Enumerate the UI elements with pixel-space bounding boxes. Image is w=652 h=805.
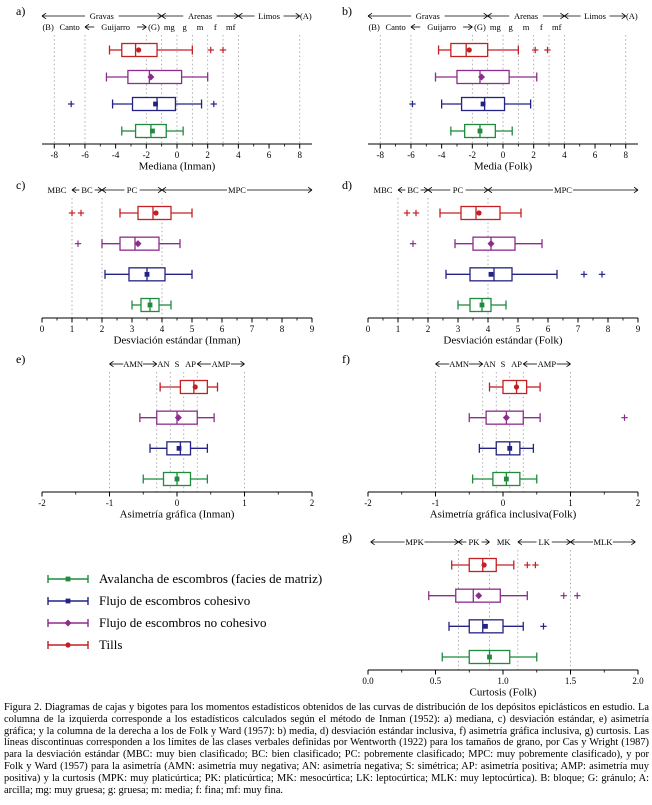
x-axis-title: Mediana (Inman) — [138, 160, 216, 173]
class-span — [571, 537, 636, 547]
panel-b-media-folk — [334, 2, 646, 174]
boxplot-row-flujo-no-cohesivo — [75, 237, 180, 250]
class-span — [411, 22, 472, 32]
tick-label: 7 — [575, 324, 581, 334]
boxplot-row-flujo-cohesivo — [150, 442, 207, 455]
x-axis-title: Desviación estándar (Folk) — [443, 334, 563, 347]
mean-marker-square — [66, 599, 71, 604]
x-axis-title: Desviación estándar (Inman) — [113, 334, 241, 347]
class-span — [385, 22, 405, 32]
boxplot-row-flujo-cohesivo — [449, 620, 547, 633]
mean-marker-circle — [153, 210, 158, 215]
legend-marker-icon — [46, 616, 90, 630]
boxplot-row-flujo-cohesivo — [68, 98, 217, 111]
tick-label: -8 — [376, 150, 385, 160]
mean-marker-square — [145, 272, 150, 277]
mean-marker-square — [481, 102, 486, 107]
class-span-label: MBC — [47, 185, 67, 195]
class-span-label: MBC — [373, 185, 393, 195]
legend-item — [46, 636, 322, 654]
tick-label: 8 — [623, 150, 628, 160]
class-span — [85, 22, 146, 32]
tick-label: 4 — [485, 324, 491, 334]
mean-marker-square — [66, 577, 71, 582]
mean-marker-square — [480, 303, 485, 308]
boxplot-row-tills — [452, 559, 539, 572]
class-span-label: Arenas — [513, 11, 539, 21]
class-label: f — [539, 22, 543, 32]
tick-label: 0 — [365, 324, 371, 334]
tick-label: 0 — [174, 498, 180, 508]
panel-letter: f) — [342, 352, 350, 366]
panel-c-desviacion-inman — [8, 176, 320, 348]
class-span-label: (A) — [299, 11, 312, 21]
legend-marker-icon — [46, 594, 90, 608]
class-span-label: (G) — [474, 22, 486, 32]
legend-marker-icon — [46, 572, 90, 586]
boxplot-row-avalancha — [122, 125, 183, 138]
boxplot-row-avalancha — [442, 651, 537, 664]
class-label: g — [508, 22, 513, 32]
class-span-label: BC — [407, 185, 419, 195]
panel-letter: g) — [342, 530, 352, 544]
tick-label: 2 — [635, 498, 641, 508]
tick-label: 1.0 — [497, 676, 509, 686]
tick-label: 6 — [592, 150, 598, 160]
panel-g-curtosis-folk — [334, 528, 646, 700]
mean-marker-square — [177, 446, 182, 451]
tick-label: -6 — [407, 150, 415, 160]
legend — [46, 570, 322, 654]
boxplot-row-flujo-no-cohesivo — [410, 237, 542, 250]
class-span-label: BC — [81, 185, 93, 195]
legend-item — [46, 614, 322, 632]
class-span — [474, 22, 486, 32]
tick-label: -2 — [142, 150, 151, 160]
tick-label: 8 — [297, 150, 302, 160]
tick-label: 5 — [515, 324, 521, 334]
class-span — [371, 537, 459, 547]
class-span — [368, 11, 488, 21]
mean-marker-square — [153, 102, 158, 107]
class-span — [162, 11, 239, 21]
tick-label: 4 — [562, 150, 567, 160]
x-axis-title: Asimetría gráfica inclusiva(Folk) — [429, 508, 577, 521]
boxplot-row-flujo-cohesivo — [409, 98, 530, 111]
class-label: AN — [157, 359, 170, 369]
boxplot-row-flujo-cohesivo — [105, 268, 192, 281]
tick-label: 2 — [99, 324, 105, 334]
class-span — [162, 185, 312, 195]
class-span — [374, 185, 393, 195]
class-label: f — [213, 22, 217, 32]
tick-label: 1.5 — [564, 676, 577, 686]
class-span-label: MPC — [554, 185, 572, 195]
panel-a-mediana-inman — [8, 2, 320, 174]
mean-marker-square — [148, 303, 153, 308]
class-label: S — [500, 359, 506, 369]
boxplot-row-tills — [404, 207, 521, 220]
boxplot-row-flujo-no-cohesivo — [469, 411, 627, 424]
class-span-label: Canto — [59, 22, 80, 32]
class-span — [626, 11, 638, 21]
class-span — [428, 185, 488, 195]
tick-label: -2 — [364, 498, 372, 508]
boxplot-row-flujo-no-cohesivo — [140, 411, 214, 424]
class-span — [488, 185, 638, 195]
class-span-label: Canto — [385, 22, 406, 32]
tick-label: 4 — [236, 150, 241, 160]
boxplot-row-tills — [110, 44, 227, 57]
box — [128, 71, 182, 84]
boxplot-row-flujo-cohesivo — [479, 442, 533, 455]
mean-marker-diamond — [64, 619, 71, 626]
class-span — [497, 537, 512, 547]
legend-item-label: Tills — [99, 637, 123, 652]
class-span-label: PC — [126, 185, 138, 195]
class-label: mf — [551, 22, 562, 32]
mean-marker-square — [478, 129, 483, 134]
boxplot-row-avalancha — [473, 473, 537, 486]
tick-label: 2 — [309, 498, 315, 508]
class-span-label: MPK — [405, 537, 424, 547]
class-label: mg — [489, 22, 501, 32]
panel-letter: d) — [342, 178, 352, 192]
tick-label: 6 — [545, 324, 551, 334]
tick-label: 0 — [500, 150, 506, 160]
class-span — [59, 22, 79, 32]
class-label: AN — [483, 359, 496, 369]
class-span-label: AMN — [449, 359, 470, 369]
mean-marker-square — [489, 272, 494, 277]
class-label: AP — [511, 359, 522, 369]
tick-label: -2 — [38, 498, 46, 508]
legend-marker-icon — [46, 638, 90, 652]
tick-label: -1 — [431, 498, 440, 508]
x-axis-title: Media (Folk) — [473, 160, 533, 173]
class-span — [398, 185, 428, 195]
class-span — [300, 11, 312, 21]
class-span-label: AMN — [123, 359, 144, 369]
class-span — [564, 11, 625, 21]
panel-letter: e) — [16, 352, 26, 366]
figure-caption: Figura 2. Diagramas de cajas y bigotes para los momentos estadísticos obtenidos de las curvas de distribución de los depósitos epiclásticos en estudio. La columna de la izquierda corresponde a los estadísticos calculados según el método de Inman (1952): a) mediana, c) desviación estándar, e) asimetría gráfica; y la columna de la derecha a los de Folk y Ward (1957): b) media, d) desviación estándar inclusiva, f) asimetría gráfica inclusiva, g) curtosis. Las líneas discontinuas corresponden a los límites de las clases verbales definidas por Wentworth (1922) para los tamaños de grano, por Cas y Wright (1987) para la desviación estándar (MBC: muy bien clasificado; BC: bien clasificado; PC: pobremente clasificado; MPC: muy pobremente clasificado), y por Folk y Ward (1957) para la asimetría (AMN: asimetría muy negativa; AN: asimetría negativa; S: simétrica; AP: asimetría positiva; AMP: asimetría muy positiva) y la curtosis (MPK: muy platicúrtica; PK: platicúrtica; MK: mesocúrtica; LK: leptocúrtica; MLK: muy leptocúrtica). B: bloque; G: gránulo; A: arcilla; mg: muy gruesa; g: gruesa; m: media; f: fina; mf: muy fina. — [4, 702, 649, 796]
panel-letter: a) — [16, 4, 26, 18]
boxplot-row-tills — [160, 381, 217, 394]
class-span-label: Arenas — [187, 11, 213, 21]
tick-label: 8 — [605, 324, 611, 334]
class-span-label: (A) — [625, 11, 638, 21]
tick-label: -1 — [105, 498, 114, 508]
class-span — [458, 537, 489, 547]
tick-label: 9 — [309, 324, 315, 334]
class-span-label: Limos — [584, 11, 606, 21]
class-label: mf — [225, 22, 236, 32]
boxplot-row-flujo-cohesivo — [446, 268, 605, 281]
tick-label: 6 — [266, 150, 272, 160]
class-span-label: Guijarro — [101, 22, 131, 32]
legend-item-label: Avalancha de escombros (facies de matriz) — [99, 571, 323, 586]
tick-label: 2 — [531, 150, 536, 160]
tick-label: 8 — [279, 324, 285, 334]
boxplot-row-avalancha — [458, 299, 506, 312]
class-span — [238, 11, 299, 21]
boxplot-row-flujo-no-cohesivo — [429, 589, 581, 602]
panel-e-asimetria-inman — [8, 350, 320, 522]
class-span — [110, 359, 157, 369]
mean-marker-square — [507, 446, 512, 451]
mean-marker-square — [487, 655, 492, 660]
tick-label: 0.5 — [429, 676, 442, 686]
class-span — [197, 359, 244, 369]
class-span — [148, 22, 160, 32]
class-span-label: AMP — [537, 359, 557, 369]
legend-item-label: Flujo de escombros no cohesivo — [99, 615, 267, 630]
mean-marker-circle — [514, 384, 519, 389]
tick-label: -2 — [468, 150, 477, 160]
class-span — [72, 185, 102, 195]
tick-label: 1 — [242, 498, 247, 508]
class-span-label: MPC — [228, 185, 246, 195]
class-span-label: MK — [496, 537, 511, 547]
mean-marker-circle — [193, 384, 198, 389]
class-label: m — [522, 22, 530, 32]
mean-marker-circle — [65, 642, 70, 647]
class-span-label: MLK — [593, 537, 613, 547]
boxplot-row-flujo-no-cohesivo — [436, 71, 537, 84]
tick-label: 4 — [159, 324, 165, 334]
class-span — [518, 537, 571, 547]
mean-marker-square — [175, 477, 180, 482]
legend-item — [46, 570, 322, 588]
tick-label: 0 — [174, 150, 180, 160]
class-span-label: (B) — [42, 22, 54, 32]
tick-label: 6 — [219, 324, 225, 334]
class-span-label: Gravas — [415, 11, 440, 21]
panel-d-desviacion-folk — [334, 176, 646, 348]
boxplot-row-avalancha — [132, 299, 171, 312]
class-span-label: (G) — [148, 22, 160, 32]
class-span-label: Gravas — [89, 11, 114, 21]
tick-label: -4 — [111, 150, 120, 160]
class-span-label: Limos — [258, 11, 280, 21]
tick-label: -6 — [81, 150, 89, 160]
class-label: g — [182, 22, 187, 32]
class-span — [42, 11, 162, 21]
boxplot-row-tills — [439, 44, 551, 57]
panel-letter: b) — [342, 4, 352, 18]
legend-item-label: Flujo de escombros cohesivo — [99, 593, 251, 608]
tick-label: 1 — [395, 324, 401, 334]
mean-marker-circle — [476, 210, 481, 215]
mean-marker-circle — [467, 47, 472, 52]
tick-label: 1 — [568, 498, 573, 508]
tick-label: 3 — [455, 324, 461, 334]
mean-marker-square — [504, 477, 509, 482]
class-span — [436, 359, 483, 369]
tick-label: 5 — [189, 324, 195, 334]
class-label: AP — [185, 359, 196, 369]
mean-marker-square — [483, 624, 488, 629]
tick-label: 0.0 — [362, 676, 374, 686]
boxplot-row-tills — [490, 381, 541, 394]
class-label: S — [174, 359, 180, 369]
class-span-label: PK — [468, 537, 480, 547]
boxplot-row-tills — [69, 207, 192, 220]
panel-letter: c) — [16, 178, 26, 192]
panel-f-asimetria-folk — [334, 350, 646, 522]
tick-label: 2.0 — [632, 676, 644, 686]
class-span-label: AMP — [211, 359, 231, 369]
tick-label: 0 — [39, 324, 45, 334]
class-span — [42, 22, 54, 32]
class-span — [523, 359, 570, 369]
mean-marker-circle — [136, 47, 141, 52]
class-span-label: Guijarro — [427, 22, 457, 32]
class-label: m — [196, 22, 204, 32]
tick-label: 7 — [249, 324, 255, 334]
class-span-label: PC — [452, 185, 464, 195]
tick-label: 3 — [129, 324, 135, 334]
tick-label: -4 — [437, 150, 446, 160]
tick-label: 0 — [500, 498, 506, 508]
class-span-label: (B) — [368, 22, 380, 32]
tick-label: 2 — [205, 150, 210, 160]
class-span — [102, 185, 162, 195]
class-span — [368, 22, 380, 32]
boxplot-row-avalancha — [143, 473, 207, 486]
x-axis-title: Asimetría gráfica (Inman) — [119, 508, 235, 521]
class-span — [488, 11, 565, 21]
tick-label: -8 — [50, 150, 59, 160]
class-label: mg — [163, 22, 175, 32]
tick-label: 2 — [425, 324, 431, 334]
tick-label: 1 — [69, 324, 75, 334]
class-span — [48, 185, 67, 195]
x-axis-title: Curtosis (Folk) — [469, 686, 537, 699]
tick-label: 9 — [635, 324, 641, 334]
class-span-label: LK — [538, 537, 550, 547]
legend-item — [46, 592, 322, 610]
mean-marker-circle — [482, 562, 487, 567]
mean-marker-square — [150, 129, 155, 134]
